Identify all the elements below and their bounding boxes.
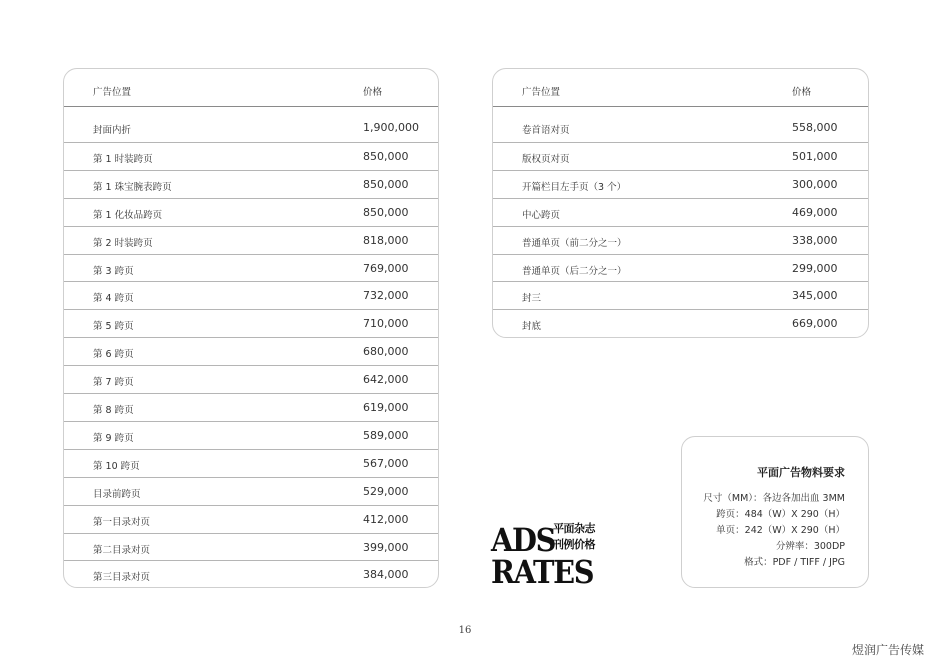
table-row xyxy=(64,365,438,393)
ad-position-name: 卷首语对页 xyxy=(522,125,570,136)
ad-price: 680,000 xyxy=(363,345,409,359)
ad-position-name: 普通单页（前二分之一） xyxy=(522,237,627,249)
ad-position-name: 第 10 跨页 xyxy=(93,460,140,472)
ad-position-name: 第一目录对页 xyxy=(93,516,151,528)
spec-format: 格式：PDF / TIFF / JPG xyxy=(744,557,845,568)
ad-position-name: 封底 xyxy=(522,321,542,333)
table-row xyxy=(64,393,438,421)
spec-resolution: 分辨率：300DP xyxy=(775,541,845,552)
spec-title: 平面广告物料要求 xyxy=(757,466,845,479)
header-price: 价格 xyxy=(792,87,812,98)
ad-price: 469,000 xyxy=(792,205,838,219)
header-position: 广告位置 xyxy=(522,87,561,98)
ad-position-name: 版权页对页 xyxy=(522,153,570,165)
ad-price: 818,000 xyxy=(363,233,409,247)
table-row xyxy=(493,281,868,309)
ad-position-name: 第 4 跨页 xyxy=(93,293,134,305)
ad-price: 850,000 xyxy=(363,205,409,219)
spec-size: 尺寸（MM）：各边各加出血 3MM xyxy=(703,493,845,504)
table-row xyxy=(64,309,438,337)
ad-position-name: 第 1 化妆品跨页 xyxy=(93,209,163,221)
header-position: 广告位置 xyxy=(93,87,132,98)
ad-position-name: 第 6 跨页 xyxy=(93,349,134,361)
ad-price: 1,900,000 xyxy=(363,121,419,134)
ad-price: 529,000 xyxy=(363,484,409,498)
table-row xyxy=(493,254,868,282)
table-row xyxy=(493,226,868,254)
ad-price: 299,000 xyxy=(792,261,838,275)
table-row xyxy=(64,533,438,561)
ad-position-name: 第三目录对页 xyxy=(93,572,151,584)
table-row xyxy=(493,309,868,337)
ad-position-name: 第 1 时装跨页 xyxy=(93,153,153,165)
table-row xyxy=(64,560,438,588)
table-header xyxy=(64,69,438,107)
spec-single: 单页：242（W）X 290（H） xyxy=(716,525,845,536)
table-header xyxy=(493,69,868,107)
ad-price: 669,000 xyxy=(792,317,838,331)
ad-position-name: 第 1 珠宝腕表跨页 xyxy=(93,181,172,193)
table-row xyxy=(64,421,438,449)
table-row xyxy=(493,198,868,226)
ad-price: 567,000 xyxy=(363,456,409,470)
table-row xyxy=(64,477,438,505)
table-row xyxy=(493,114,868,142)
table-row xyxy=(64,254,438,282)
ad-position-name: 封面内折 xyxy=(93,125,132,136)
ad-price: 399,000 xyxy=(363,540,409,554)
ad-price: 558,000 xyxy=(792,121,838,134)
ad-position-name: 第 3 跨页 xyxy=(93,265,134,277)
ad-position-name: 第二目录对页 xyxy=(93,544,151,556)
page-number: 16 xyxy=(458,625,472,636)
spec-spread: 跨页：484（W）X 290（H） xyxy=(716,509,845,520)
ad-position-name: 第 9 跨页 xyxy=(93,432,134,444)
ad-position-name: 目录前跨页 xyxy=(93,488,141,500)
table-row xyxy=(64,449,438,477)
ad-price: 300,000 xyxy=(792,177,838,191)
table-row xyxy=(64,198,438,226)
ads-rates-logo xyxy=(491,520,611,590)
material-requirements-card xyxy=(681,436,869,588)
watermark: 煜润广告传媒 xyxy=(851,643,924,657)
left-rate-table xyxy=(63,68,439,588)
table-row xyxy=(64,281,438,309)
ad-price: 642,000 xyxy=(363,373,409,387)
table-row xyxy=(64,114,438,142)
table-row xyxy=(64,142,438,170)
logo-line-2: 刊例价格 xyxy=(553,538,595,551)
right-rate-table xyxy=(492,68,869,338)
ad-price: 710,000 xyxy=(363,317,409,331)
ad-price: 338,000 xyxy=(792,233,838,247)
ad-price: 384,000 xyxy=(363,568,409,582)
ad-position-name: 普通单页（后二分之一） xyxy=(522,265,627,277)
ad-price: 732,000 xyxy=(363,289,409,303)
table-row xyxy=(64,505,438,533)
ad-position-name: 中心跨页 xyxy=(522,209,561,221)
ad-position-name: 第 2 时装跨页 xyxy=(93,237,153,249)
header-price: 价格 xyxy=(363,87,383,98)
ad-price: 589,000 xyxy=(363,428,409,442)
table-row xyxy=(64,337,438,365)
table-row xyxy=(493,170,868,198)
ad-price: 769,000 xyxy=(363,261,409,275)
table-row xyxy=(493,142,868,170)
table-row xyxy=(64,226,438,254)
ad-position-name: 第 8 跨页 xyxy=(93,405,134,416)
ad-position-name: 封三 xyxy=(522,293,542,305)
table-row xyxy=(64,170,438,198)
logo-word-ads: ADS xyxy=(491,521,556,559)
ad-position-name: 第 5 跨页 xyxy=(93,321,134,333)
ad-price: 850,000 xyxy=(363,149,409,163)
ad-price: 619,000 xyxy=(363,401,409,414)
logo-word-rates: RATES xyxy=(491,553,594,591)
ad-price: 850,000 xyxy=(363,177,409,191)
ad-price: 412,000 xyxy=(363,512,409,526)
ad-price: 501,000 xyxy=(792,149,838,163)
ad-position-name: 开篇栏目左手页（3 个） xyxy=(522,181,627,193)
logo-line-1: 平面杂志 xyxy=(553,522,595,535)
ad-position-name: 第 7 跨页 xyxy=(93,377,134,389)
ad-price: 345,000 xyxy=(792,289,838,303)
